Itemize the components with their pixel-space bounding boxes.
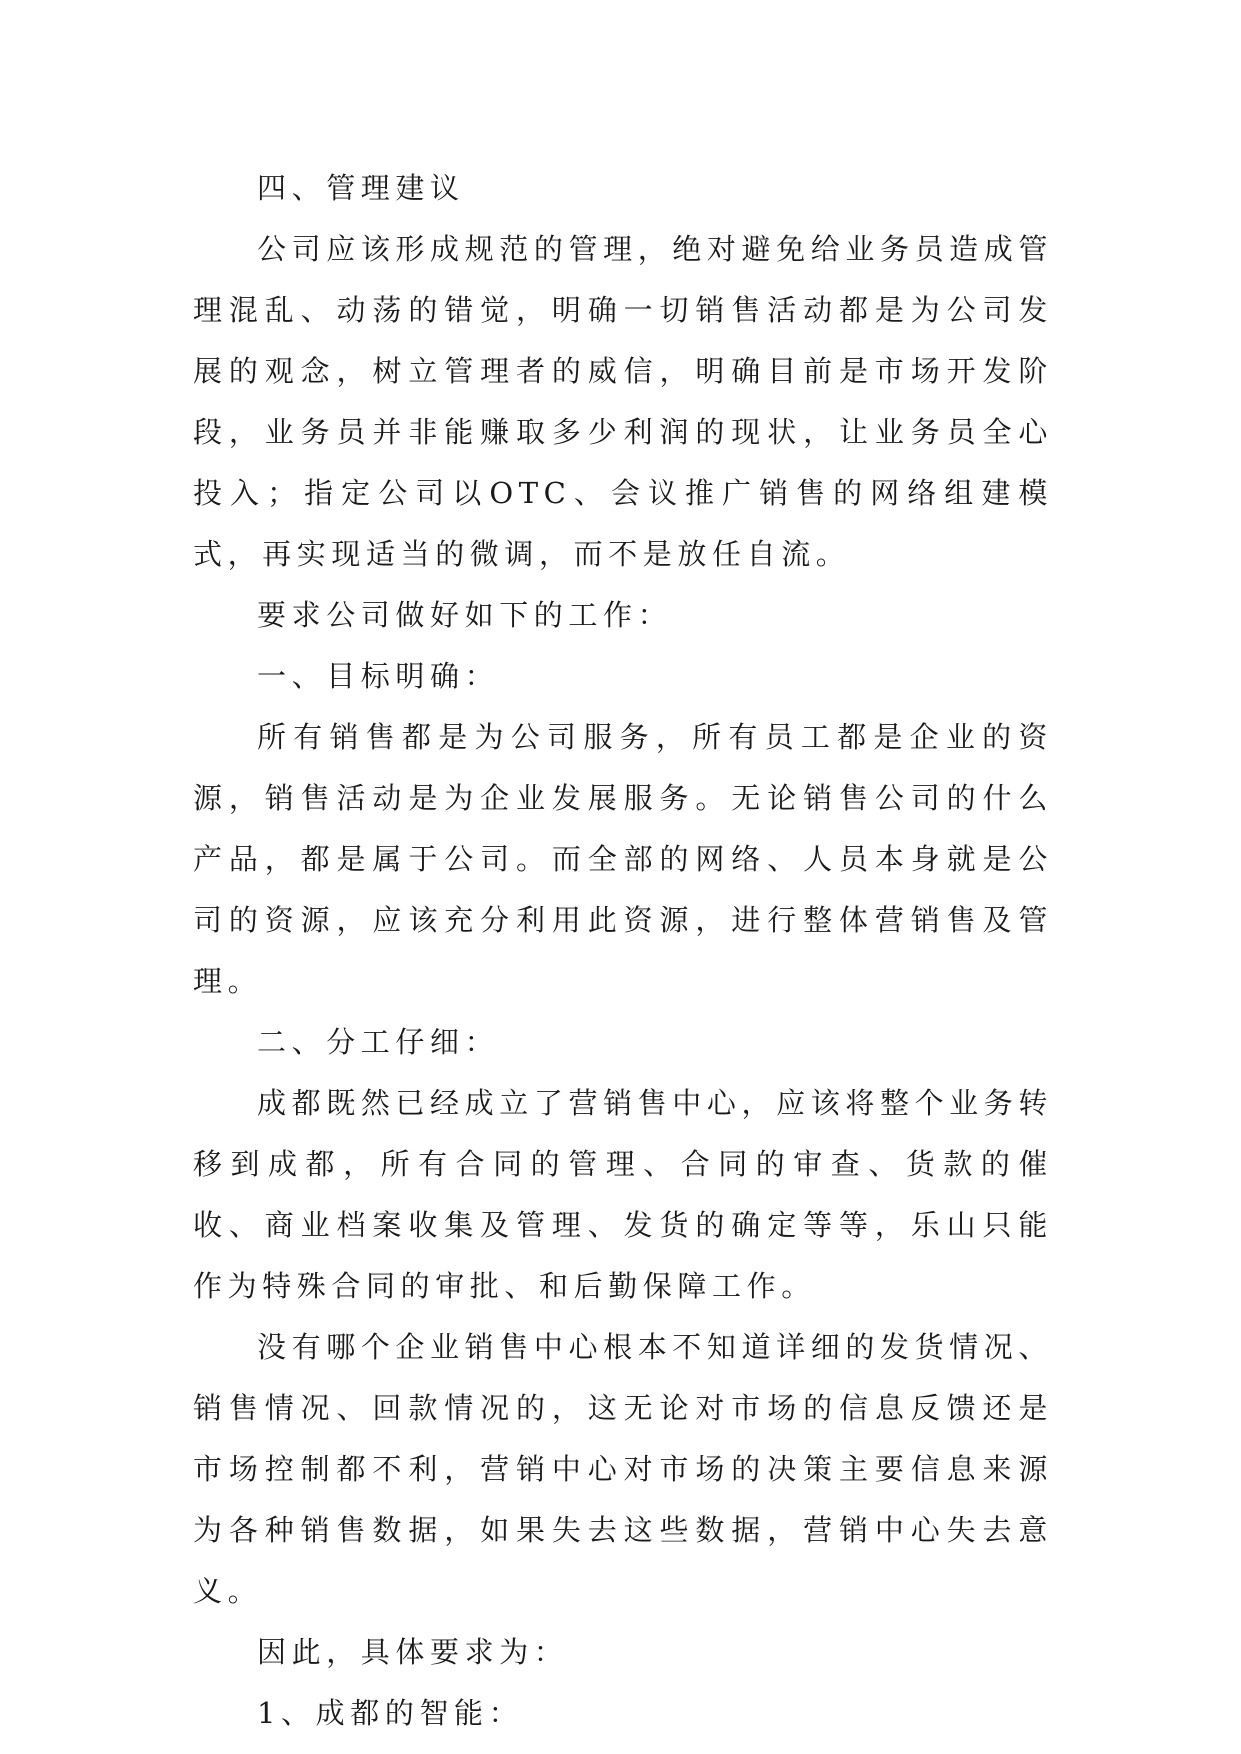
subheading: 一、目标明确： [257, 659, 500, 693]
paragraph: 所有销售都是为公司服务，所有员工都是企业的资源，销售活动是为企业发展服务。无论销售公司的什么产品，都是属于公司。而全部的网络、人员本身就是公司的资源，应该充分利用此资源，进行整体营销售及管理。 [193, 720, 1053, 998]
document-body [193, 158, 1053, 1744]
paragraph: 要求公司做好如下的工作： [257, 598, 673, 632]
subheading: 二、分工仔细： [257, 1025, 500, 1059]
paragraph: 没有哪个企业销售中心根本不知道详细的发货情况、销售情况、回款情况的，这无论对市场的信息反馈还是市场控制都不利，营销中心对市场的决策主要信息来源为各种销售数据，如果失去这些数据，营销中心失去意义。 [193, 1330, 1053, 1608]
paragraph: 成都既然已经成立了营销售中心，应该将整个业务转移到成都，所有合同的管理、合同的审查、货款的催收、商业档案收集及管理、发货的确定等等，乐山只能作为特殊合同的审批、和后勤保障工作。 [193, 1086, 1053, 1303]
list-item: 1、成都的智能： [257, 1696, 524, 1730]
paragraph: 因此，具体要求为： [257, 1635, 569, 1669]
paragraph: 公司应该形成规范的管理，绝对避免给业务员造成管理混乱、动荡的错觉，明确一切销售活动都是为公司发展的观念，树立管理者的威信，明确目前是市场开发阶段，业务员并非能赚取多少利润的现状，让业务员全心投入；指定公司以OTC、会议推广销售的网络组建模式，再实现适当的微调，而不是放任自流。 [193, 232, 1053, 571]
section-heading: 四、管理建议 [257, 171, 465, 205]
